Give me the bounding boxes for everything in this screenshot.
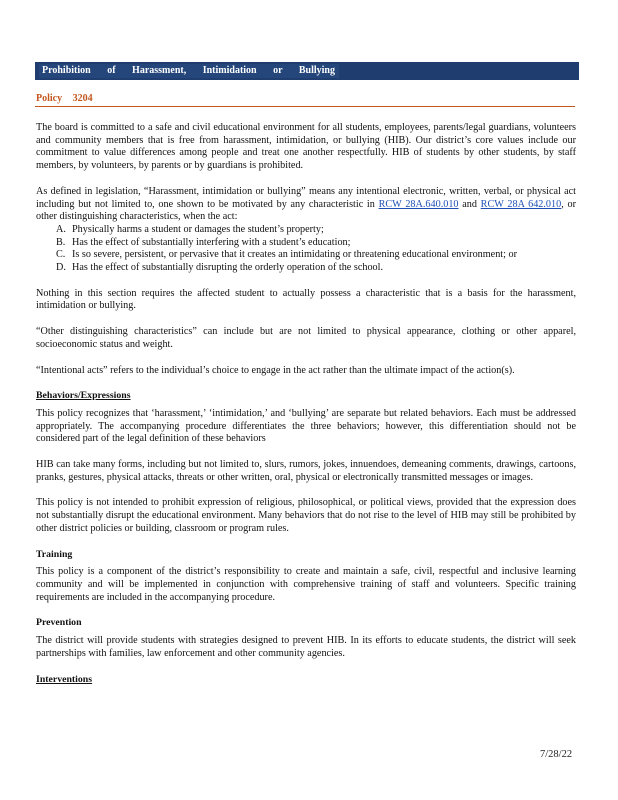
list-letter: C.	[56, 249, 66, 261]
definition-text-start: As defined in legislation, “Harassment, intimidation or bullying” means any intentional electronic, written, verbal, or physical act including but not limited to, one shown to be motivated by any characteristic in	[36, 185, 576, 210]
list-item	[56, 262, 576, 275]
rcw-link-2[interactable]: RCW 28A 642.010	[480, 198, 562, 210]
paragraph-other-characteristics: “Other distinguishing characteristics” can include but are not limited to physical appearance, clothing or other apparel, socioeconomic status and weight.	[36, 326, 576, 350]
rcw-link-1[interactable]: RCW 28A.640.010	[378, 198, 459, 210]
paragraph-training: This policy is a component of the district’s responsibility to create and maintain a safe, civil, respectful and inclusive learning community and will be implemented in conjunction with comprehensive training of staff and volunteers. Specific training requirements are included in the accompanying procedure.	[36, 566, 576, 603]
list-text: Physically harms a student or damages the student’s property;	[72, 223, 324, 235]
list-letter: D.	[56, 262, 66, 274]
paragraph-characteristic: Nothing in this section requires the affected student to actually possess a characteristic that is a basis for the harassment, intimidation or bullying.	[36, 287, 576, 312]
list-item	[56, 237, 576, 250]
heading-interventions: Interventions	[36, 673, 93, 685]
list-text: Has the effect of substantially disrupting the orderly operation of the school.	[72, 262, 384, 274]
list-text: Is so severe, persistent, or pervasive that it creates an intimidating or threatening educational environment; or	[72, 249, 517, 261]
header-divider	[35, 106, 575, 107]
paragraph-behaviors: This policy recognizes that ‘harassment,’ ‘intimidation,’ and ‘bullying’ are separate but related behaviors. Each must be addressed appropriately. The accompanying procedure differentiates the three behaviors; however, this differentiation should not be considered part of the legal definition of these behaviors	[36, 407, 576, 445]
list-letter: A.	[56, 223, 66, 235]
policy-number: Policy 3204	[36, 93, 93, 104]
list-letter: B.	[56, 236, 66, 248]
definition-text-end: , or other distinguishing characteristics, when the act:	[36, 198, 576, 223]
paragraph-definition	[36, 186, 576, 224]
heading-training: Training	[36, 548, 73, 560]
act-list	[36, 224, 576, 275]
paragraph-commitment: The board is committed to a safe and civil educational environment for all students, employees, parents/legal guardians, volunteers and community members that is free from harassment, intimidation, or bullying (HIB). Our district’s core values include our commitment to value differences among people and treat one another respectfully. HIB of students by other students, by staff members, by volunteers, by parents or by guardians is prohibited.	[36, 122, 576, 172]
document-title: Prohibition of Harassment, Intimidation or Bullying	[42, 65, 335, 76]
definition-text-and: and	[458, 198, 481, 210]
list-text: Has the effect of substantially interfering with a student’s education;	[72, 236, 351, 248]
list-item	[56, 224, 576, 237]
paragraph-expression: This policy is not intended to prohibit expression of religious, philosophical, or political views, provided that the expression does not substantially disrupt the educational environment. Many behaviors that do not rise to the level of HIB may still be prohibited by other district policies or building, classroom or program rules.	[36, 497, 576, 534]
policy-body	[36, 122, 576, 691]
list-item	[56, 249, 576, 262]
footer-date: 7/28/22	[540, 749, 573, 760]
heading-behaviors: Behaviors/Expressions	[36, 390, 131, 402]
paragraph-intentional-acts: “Intentional acts” refers to the individual’s choice to engage in the act rather than the ultimate impact of the action(s).	[36, 364, 515, 376]
title-bar	[35, 62, 579, 80]
heading-prevention: Prevention	[36, 617, 82, 629]
paragraph-prevention: The district will provide students with strategies designed to prevent HIB. In its efforts to educate students, the district will seek partnerships with families, law enforcement and other community agencies.	[36, 635, 576, 659]
paragraph-hib-forms: HIB can take many forms, including but not limited to, slurs, rumors, jokes, innuendoes, demeaning comments, drawings, cartoons, pranks, gestures, physical attacks, threats or other written, oral, physical or electronically transmitted messages or images.	[36, 459, 576, 483]
